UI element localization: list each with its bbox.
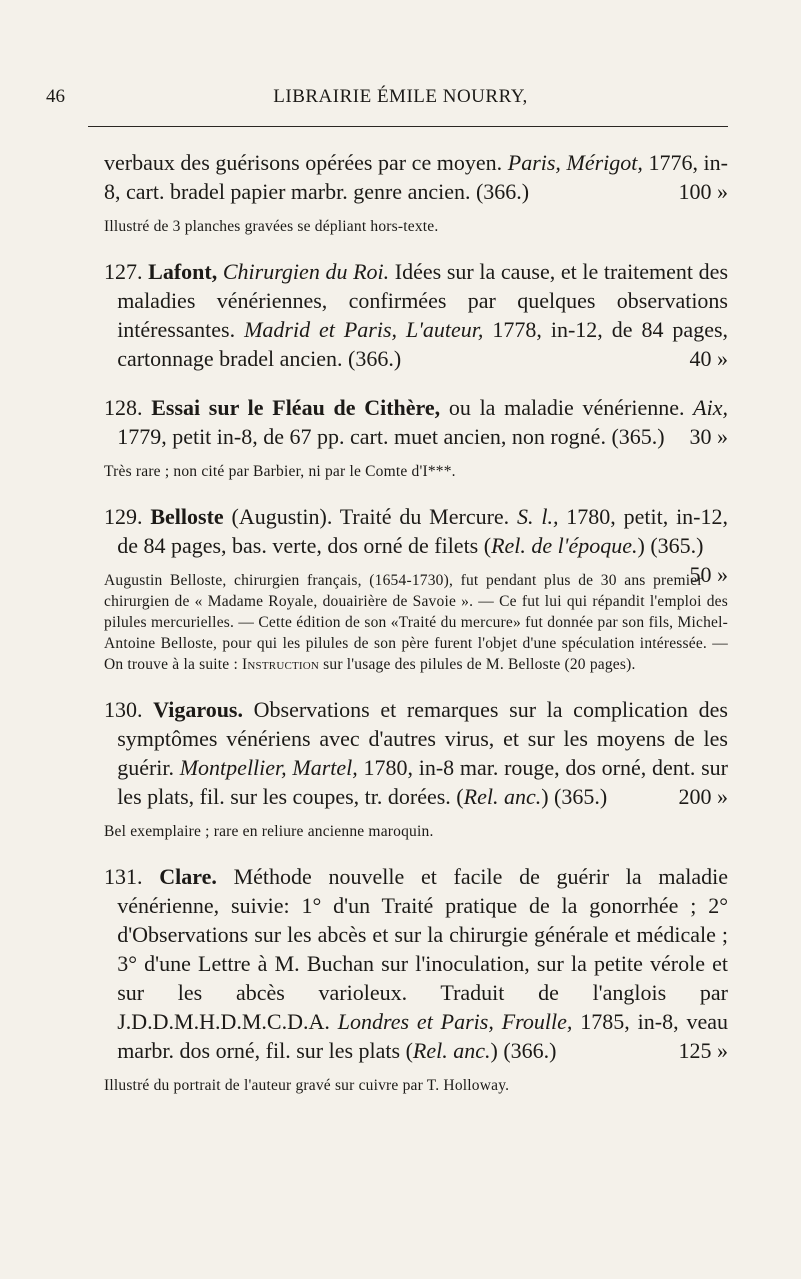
entry-130-price: 200 » [678, 784, 728, 809]
entry-126-price: 100 » [678, 179, 728, 204]
entry-130-author: Vigarous. [153, 697, 243, 722]
entry-131-number: 131. [104, 864, 143, 889]
entry-130-note: Bel exemplaire ; rare en reliure ancienne maroquin. [104, 823, 434, 840]
entry-131: 131. Clare. Méthode nouvelle et facile de guérir la maladie vénérienne, suivie: 1° d'un Traité pratique de la gonorrhée ; 2° d'Observations sur les abcès et sur la chirurgie générale et médicale ; 3° d'une Lettre à M. Buchan sur l'inoculation, sur la petite vérole et sur les abcès varioleux. Traduit de l'anglois par J.D.D.M.H.D.M.C.D.A. Londres et Paris, Froulle, 1785, in-8, veau marbr. dos orné, fil. sur les plats (Rel. anc.) (366.) 125 » [104, 864, 729, 1063]
entry-127-author: Lafont, [148, 259, 218, 284]
entry-129-binding: Rel. de l'époque. [491, 533, 638, 558]
page-number: 46 [46, 86, 65, 107]
entry-130-number: 130. [104, 697, 143, 722]
entry-128-note: Très rare ; non cité par Barbier, ni par le Comte d'I***. [104, 463, 456, 480]
entry-129-author: Belloste [150, 504, 224, 529]
entry-127: 127. Lafont, Chirurgien du Roi. Idées sur la cause, et le traitement des maladies vénériennes, confirmées par quelques observations intéressantes. Madrid et Paris, L'auteur, 1778, in-12, de 84 pages, cartonnage bradel ancien. (366.) 40 » [104, 259, 729, 371]
entry-126-note: Illustré de 3 planches gravées se dépliant hors-texte. [104, 218, 439, 235]
entry-131-note: Illustré du portrait de l'auteur gravé sur cuivre par T. Holloway. [104, 1077, 510, 1094]
catalogue-body [104, 148, 728, 1096]
entry-130-binding: Rel. anc. [463, 784, 542, 809]
entry-128-author: Essai sur le Fléau de Cithère, [151, 395, 441, 420]
running-title: LIBRAIRIE ÉMILE NOURRY, [273, 86, 528, 107]
entry-131-price: 125 » [678, 1038, 728, 1063]
entry-130: 130. Vigarous. Observations et remarques sur la complication des symptômes vénériens avec d'autres virus, et sur les moyens de les guérir. Montpellier, Martel, 1780, in-8 mar. rouge, dos orné, dent. sur les plats, fil. sur les coupes, tr. dorées. (Rel. anc.) (365.) 200 » [104, 697, 728, 809]
entry-127-place: Madrid et Paris, L'auteur, [244, 317, 484, 342]
entry-128-number: 128. [104, 395, 143, 420]
entry-129-note: Augustin Belloste, chirurgien français, (1654-1730), fut pendant plus de 30 ans premier chirurgien de « Madame Royale, douairière de Savoie ». — Ce fut lui qui répandit l'emploi des pilules mercurielles. — Cette édition de son «Traité du mercure» fut donnée par son fils, Michel-Antoine Belloste, pour qui les pilules de son père furent l'objet d'une spéculation intéressée. — On trouve à la suite : Instruction sur l'usage des pilules de M. Belloste (20 pages). [104, 572, 728, 673]
entry-129-price: 50 » [689, 562, 728, 587]
entry-131-binding: Rel. anc. [412, 1038, 491, 1063]
entry-130-place: Montpellier, Martel, [179, 755, 358, 780]
entry-128-price: 30 » [689, 424, 728, 449]
entry-129-place: S. l., [517, 504, 559, 529]
entry-131-author: Clare. [159, 864, 217, 889]
entry-127-role: Chirurgien du Roi. [222, 259, 390, 284]
entry-126-place: Paris, Mérigot, [507, 150, 643, 175]
entry-128-place: Aix, [693, 395, 728, 420]
entry-129-number: 129. [104, 504, 143, 529]
entry-129: 129. Belloste (Augustin). Traité du Mercure. S. l., 1780, petit, in-12, de 84 pages, bas. verte, dos orné de filets (Rel. de l'époque.) (365.) 50 » [104, 504, 729, 587]
entry-128: 128. Essai sur le Fléau de Cithère, ou la maladie vénérienne. Aix, 1779, petit in-8, de 67 pp. cart. muet ancien, non rogné. (365.) 30 » [104, 395, 728, 449]
entry-127-price: 40 » [689, 346, 728, 371]
entry-131-place: Londres et Paris, Froulle, [337, 1009, 573, 1034]
entry-126-continuation: verbaux des guérisons opérées par ce moyen. Paris, Mérigot, 1776, in-8, cart. bradel papier marbr. genre ancien. (366.) 100 » [104, 150, 728, 204]
header-rule [88, 126, 728, 127]
entry-127-number: 127. [104, 259, 143, 284]
page-header [0, 86, 801, 116]
